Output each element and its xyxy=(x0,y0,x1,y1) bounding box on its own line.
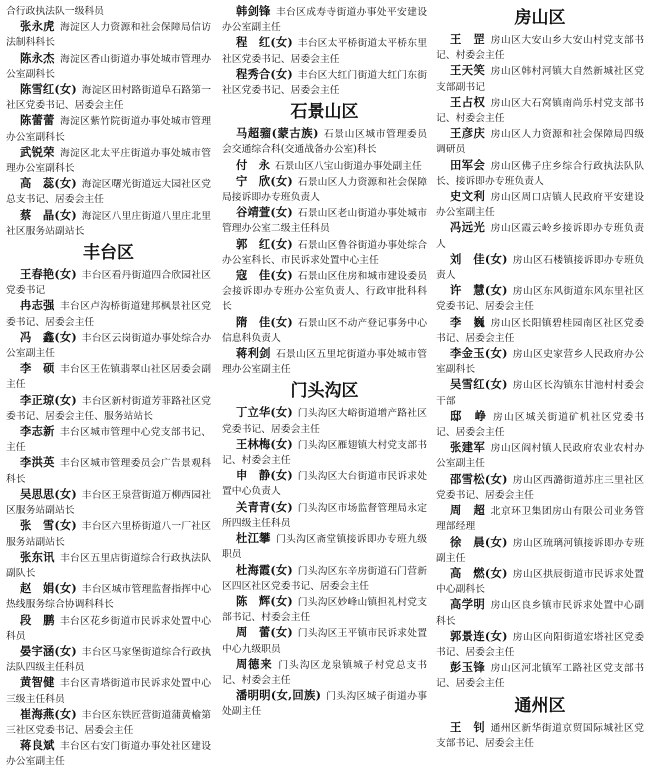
honoree-entry xyxy=(6,393,211,424)
honoree-position: 房山区阎村镇人民政府农业农村办公室副主任 xyxy=(436,443,644,470)
honoree-position: 房山区良乡镇市民诉求处置中心副科长 xyxy=(436,600,644,627)
honoree-entry xyxy=(436,720,644,751)
honoree-name: 许 慧(女) xyxy=(450,283,508,298)
honoree-position: 房山区长阳镇碧桂园南区社区党委书记、居委会主任 xyxy=(436,317,644,344)
honoree-position: 丰台区城市管理委员会广告景观科科长 xyxy=(6,458,211,485)
honoree-name: 周德来 xyxy=(236,656,273,671)
honoree-name: 冯远光 xyxy=(450,220,486,235)
honoree-position: 通州区新华街道京贸国际城社区党支部书记、居委会主任 xyxy=(436,722,644,749)
honoree-name: 谷靖萱(女) xyxy=(236,205,293,220)
honoree-position: 丰台区成寿寺街道办事处平安建设办公室副主任 xyxy=(222,7,427,34)
honoree-name: 陈 辉(女) xyxy=(236,593,293,608)
honoree-position: 丰台区大红门街道大红门东街社区党委书记、居委会主任 xyxy=(222,69,427,97)
honoree-entry xyxy=(436,629,644,660)
honoree-name: 隋 佳(女) xyxy=(236,314,293,329)
honoree-entry xyxy=(222,174,427,205)
honoree-entry xyxy=(436,535,644,566)
honoree-entry xyxy=(436,377,644,408)
honoree-name: 陈蕾蕾 xyxy=(20,113,55,128)
honoree-name: 韩剑锋 xyxy=(236,4,271,18)
honoree-entry xyxy=(436,346,644,377)
honoree-position: 门头沟区妙峰山镇担礼村党支部书记、村委会主任 xyxy=(222,596,427,624)
honoree-position: 门头沟区大峪街道增产路社区党委书记、居委会主任 xyxy=(222,408,427,435)
honoree-position: 房山区霞云岭乡接诉即办专班负责人 xyxy=(436,223,644,250)
honoree-position: 石景山区不动产登记事务中心信息科负责人 xyxy=(222,317,427,344)
honoree-position: 丰台区城市管理中心党支部书记、主任 xyxy=(6,427,211,454)
honoree-position: 丰台区云岗街道办事处综合办公室副主任 xyxy=(6,332,211,360)
district-heading: 丰台区 xyxy=(83,243,134,264)
honoree-entry xyxy=(6,487,211,518)
honoree-entry xyxy=(222,531,427,562)
honoree-position: 丰台区五里店街道综合行政执法队副队长 xyxy=(6,552,211,579)
honoree-position: 门头沟区城子街道办事处副主任 xyxy=(222,691,427,718)
honoree-entry xyxy=(436,660,644,691)
honoree-name: 王占权 xyxy=(450,94,486,109)
honoree-name: 申 静(女) xyxy=(236,468,293,483)
honoree-entry xyxy=(6,51,211,82)
honoree-name: 周 超 xyxy=(450,503,486,518)
honoree-name: 张建军 xyxy=(450,440,486,455)
honoree-position: 房山区石楼镇接诉即办专班负责人 xyxy=(436,254,644,282)
honoree-position: 房山区佛子庄乡综合行政执法队队长、接诉即办专班负责人 xyxy=(436,160,644,187)
column-3 xyxy=(436,4,644,751)
honoree-entry xyxy=(6,675,211,706)
honoree-entry xyxy=(436,95,644,126)
honoree-position: 石景山区城市管理委员会交通综合科(交通战备办公室)科长 xyxy=(222,129,427,156)
honoree-name: 杜江攀 xyxy=(236,531,271,546)
honoree-name: 武锐荣 xyxy=(20,144,55,159)
honoree-position: 海淀区八里庄街道八里庄北里社区服务站副站长 xyxy=(6,210,211,237)
honoree-entry xyxy=(222,594,427,625)
honoree-position: 房山区大石窝镇南尚乐村党支部书记、村委会主任 xyxy=(436,97,644,125)
honoree-name: 崔海燕(女) xyxy=(20,706,77,721)
honoree-position: 房山区长沟镇东甘池村村委会干部 xyxy=(436,380,644,407)
honoree-entry xyxy=(222,625,427,656)
honoree-position: 房山区史家营乡人民政府办公室副科长 xyxy=(436,349,644,376)
honoree-position: 海淀区人力资源和社会保障局信访法制科科长 xyxy=(6,22,211,49)
honoree-entry xyxy=(6,298,211,329)
honoree-name: 陈雪红(女) xyxy=(20,82,77,97)
honoree-position: 房山区拱辰街道市民诉求处置中心副科长 xyxy=(436,568,644,596)
column-1 xyxy=(6,4,211,770)
honoree-name: 张 雪(女) xyxy=(20,518,77,533)
honoree-name: 宁 欣(女) xyxy=(236,173,293,188)
honoree-entry xyxy=(436,597,644,628)
honoree-name: 王林梅(女) xyxy=(236,436,293,451)
honoree-entry xyxy=(222,346,427,377)
honoree-name: 李志新 xyxy=(20,424,55,439)
honoree-position: 丰台区卢沟桥街道建邦枫景社区党委书记、居委会主任 xyxy=(6,301,211,328)
honoree-position: 石景山区老山街道办事处城市管理办公室二级主任科员 xyxy=(222,208,427,235)
honoree-position: 门头沟区东辛房街道石门营新区四区社区党委书记、居委会主任 xyxy=(222,565,427,592)
honoree-name: 李 巍 xyxy=(450,314,486,329)
honoree-position: 石景山区五里坨街道办事处城市管理办公室副主任 xyxy=(222,349,427,376)
honoree-position: 房山区城关街道矿机社区党委书记、居委会主任 xyxy=(436,411,644,439)
honoree-name: 王天笑 xyxy=(450,63,486,78)
honoree-name: 王 罡 xyxy=(450,32,486,46)
honoree-name: 王彦庆 xyxy=(450,126,486,141)
honoree-entry xyxy=(436,189,644,220)
honoree-position: 丰台区马家堡街道综合行政执法队四级主任科员 xyxy=(6,646,211,674)
honoree-entry xyxy=(222,268,427,315)
honoree-position: 北京环卫集团房山有限公司业务管理部经理 xyxy=(436,506,644,533)
honoree-entry xyxy=(222,237,427,268)
honoree-position: 海淀区香山街道办事处城市管理办公室副科长 xyxy=(6,53,211,80)
honoree-entry xyxy=(6,738,211,769)
honoree-name: 蒋良斌 xyxy=(20,738,55,753)
honoree-entry xyxy=(222,500,427,531)
honoree-name: 段 鹏 xyxy=(20,612,55,627)
honoree-position: 房山区人力资源和社会保障局四级调研员 xyxy=(436,129,644,156)
honoree-name: 高学明 xyxy=(450,597,486,612)
honoree-name: 陈永杰 xyxy=(20,50,55,65)
honoree-name: 潘明明(女,回族) xyxy=(236,688,321,703)
district-heading: 石景山区 xyxy=(290,102,359,123)
honoree-name: 杜海霞(女) xyxy=(236,562,293,577)
honoree-position: 房山区琉璃河镇接诉即办专班副主任 xyxy=(436,537,644,564)
honoree-name: 邵雪松(女) xyxy=(450,471,508,486)
honoree-position: 丰台区青塔街道市民诉求处置中心三级主任科员 xyxy=(6,678,211,705)
honoree-position: 房山区河北镇军工路社区党支部书记、居委会主任 xyxy=(436,663,644,690)
honoree-position: 丰台区王佐镇翡翠山社区居委会副主任 xyxy=(6,364,211,391)
honoree-position: 门头沟区市场监督管理局永定所四级主任科员 xyxy=(222,502,427,529)
honoree-position: 房山区东风街道东风东里社区党委书记、居委会主任 xyxy=(436,286,644,313)
honoree-entry xyxy=(6,644,211,675)
honoree-name: 晏宇涵(女) xyxy=(20,643,77,658)
honoree-name: 丁立华(女) xyxy=(236,405,293,420)
honoree-name: 周 蕾(女) xyxy=(236,625,293,640)
honoree-name: 寇 佳(女) xyxy=(236,268,293,283)
honoree-entry xyxy=(6,550,211,581)
honoree-position: 门头沟区大台街道市民诉求处置中心负责人 xyxy=(222,471,427,498)
honoree-position: 房山区西潞街道苏庄三里社区党委书记、居委会主任 xyxy=(436,474,644,501)
honoree-name: 高 燃(女) xyxy=(450,565,508,580)
honoree-position: 丰台区东铁匠营街道蒲黄榆第三社区党委书记、居委会主任 xyxy=(6,709,211,736)
honoree-position: 石景山区鲁谷街道办事处综合办公室科长、市民诉求处置中心主任 xyxy=(222,239,427,266)
honoree-name: 田军会 xyxy=(450,157,486,172)
honoree-name: 程秀合(女) xyxy=(236,66,293,81)
honoree-entry xyxy=(436,220,644,251)
honoree-name: 付 永 xyxy=(236,157,270,172)
honoree-entry xyxy=(6,707,211,738)
honoree-name: 郭 红(女) xyxy=(236,236,293,251)
honoree-name: 黄智健 xyxy=(20,675,55,690)
honoree-entry xyxy=(222,405,427,436)
honoree-name: 刘 佳(女) xyxy=(450,251,508,266)
honoree-name: 张永虎 xyxy=(20,19,55,34)
honoree-entry xyxy=(222,67,427,98)
honoree-position: 海淀区曙光街道远大园社区党总支书记、居委会主任 xyxy=(6,179,211,206)
honoree-name: 吴雪红(女) xyxy=(450,377,508,392)
honoree-name: 彭玉锋 xyxy=(450,660,486,675)
honoree-position: 门头沟区龙泉镇城子村党总支书记、村委会主任 xyxy=(222,659,427,686)
honoree-name: 赵 娟(女) xyxy=(20,581,77,596)
honoree-entry xyxy=(6,4,211,19)
honoree-position: 房山区韩村河镇大自然新城社区党支部副书记 xyxy=(436,66,644,93)
honoree-name: 李正琼(女) xyxy=(20,392,77,407)
honoree-entry xyxy=(436,503,644,534)
honoree-position: 海淀区北太平庄街道办事处城市管理办公室副科长 xyxy=(6,147,211,175)
honoree-position: 海淀区田村路街道阜石路第一社区党委书记、居委会主任 xyxy=(6,85,211,112)
honoree-name: 史文利 xyxy=(450,189,486,204)
honoree-position: 丰台区王泉营街道万柳西园社区服务站副站长 xyxy=(6,489,211,517)
honoree-entry xyxy=(6,19,211,50)
honoree-entry xyxy=(6,113,211,144)
honoree-position: 丰台区太平桥街道太平桥东里社区党委书记、居委会主任 xyxy=(222,38,427,65)
honoree-entry xyxy=(436,409,644,440)
honoree-entry xyxy=(222,315,427,346)
honoree-entry xyxy=(6,145,211,176)
honoree-name: 蒋利剑 xyxy=(236,346,271,361)
honoree-name: 关青青(女) xyxy=(236,499,293,514)
honoree-entry xyxy=(436,566,644,597)
honoree-entry xyxy=(436,63,644,94)
honoree-entry xyxy=(6,518,211,549)
honoree-entry xyxy=(222,437,427,468)
honoree-entry xyxy=(6,208,211,239)
honoree-entry xyxy=(436,315,644,346)
honoree-entry xyxy=(6,330,211,361)
honoree-name: 李 硕 xyxy=(20,361,55,376)
honoree-entry xyxy=(436,32,644,63)
honoree-position: 门头沟区雁翅镇大村党支部书记、村委会主任 xyxy=(222,439,427,467)
district-heading: 房山区 xyxy=(514,8,566,28)
honoree-name: 张东讯 xyxy=(20,549,55,564)
honoree-position: 丰台区城市管理监督指挥中心热线服务综合协调科科长 xyxy=(6,584,211,611)
honoree-entry xyxy=(436,126,644,157)
honoree-position: 房山区周口店镇人民政府平安建设办公室副主任 xyxy=(436,192,644,219)
honoree-position: 丰台区看丹街道四合欣园社区党委书记 xyxy=(6,270,211,297)
honoree-entry xyxy=(222,657,427,688)
honoree-name: 蔡 晶(女) xyxy=(20,207,77,222)
honoree-position: 石景山区住房和城市建设委员会接诉即办专班办公室负责人、行政审批科科长 xyxy=(222,271,427,313)
honoree-entry xyxy=(222,688,427,719)
honoree-name: 吴思思(女) xyxy=(20,486,77,501)
honoree-position: 石景山区人力资源和社会保障局接诉即办专班负责人 xyxy=(222,176,427,204)
honoree-entry xyxy=(222,563,427,594)
honoree-name: 郭景连(女) xyxy=(450,628,508,643)
honoree-entry xyxy=(6,613,211,644)
honoree-position: 房山区向阳街道宏塔社区党委书记、居委会主任 xyxy=(436,631,644,658)
honoree-position: 丰台区新村街道芳菲路社区党委书记、居委会主任、服务站站长 xyxy=(6,395,211,422)
honoree-entry xyxy=(6,581,211,612)
honoree-name: 程 红(女) xyxy=(236,35,293,50)
honoree-name: 马超骝(蒙古族) xyxy=(236,126,319,141)
honoree-entry xyxy=(436,252,644,283)
honoree-entry xyxy=(436,472,644,503)
honoree-entry xyxy=(222,468,427,499)
honoree-entry xyxy=(436,440,644,471)
honoree-entry xyxy=(6,361,211,392)
honoree-name: 王春艳(女) xyxy=(20,267,77,282)
honoree-position: 合行政执法队一级科员 xyxy=(6,6,104,17)
honoree-position: 门头沟区王平镇市民诉求处置中心九级职员 xyxy=(222,628,427,655)
honoree-entry xyxy=(6,455,211,486)
honoree-name: 邸 峥 xyxy=(450,408,488,423)
honoree-entry xyxy=(436,158,644,189)
honoree-position: 门头沟区斋堂镇接诉即办专班九级职员 xyxy=(222,534,427,561)
honoree-entry xyxy=(222,4,427,35)
honoree-name: 冉志强 xyxy=(20,298,55,313)
honoree-name: 冯 鑫(女) xyxy=(20,329,77,344)
honoree-entry xyxy=(222,205,427,236)
district-heading: 通州区 xyxy=(514,695,566,716)
honoree-entry xyxy=(436,283,644,314)
honoree-position: 丰台区右安门街道办事处社区建设办公室副主任 xyxy=(6,741,211,768)
honoree-entry xyxy=(6,267,211,298)
honoree-name: 王 钊 xyxy=(450,719,486,734)
honoree-position: 石景山区八宝山街道办事处副主任 xyxy=(274,160,422,172)
district-heading: 门头沟区 xyxy=(290,381,359,402)
honoree-entry xyxy=(222,158,427,174)
honoree-entry xyxy=(222,126,427,157)
honoree-position: 海淀区紫竹院街道办事处城市管理办公室副科长 xyxy=(6,116,211,143)
honoree-entry xyxy=(6,82,211,113)
honoree-entry xyxy=(222,35,427,66)
honoree-entry xyxy=(6,424,211,455)
honoree-name: 李洪英 xyxy=(20,455,55,470)
honoree-entry xyxy=(6,176,211,207)
honoree-name: 高 蕊(女) xyxy=(20,176,77,191)
honoree-name: 徐 晨(女) xyxy=(450,534,508,549)
honoree-name: 李金玉(女) xyxy=(450,346,508,361)
honoree-position: 丰台区花乡街道市民诉求处置中心科员 xyxy=(6,615,211,642)
column-2 xyxy=(222,4,427,720)
honoree-position: 丰台区六里桥街道八一厂社区服务站副站长 xyxy=(6,521,211,548)
honoree-position: 房山区大安山乡大安山村党支部书记、村委会主任 xyxy=(436,35,644,62)
